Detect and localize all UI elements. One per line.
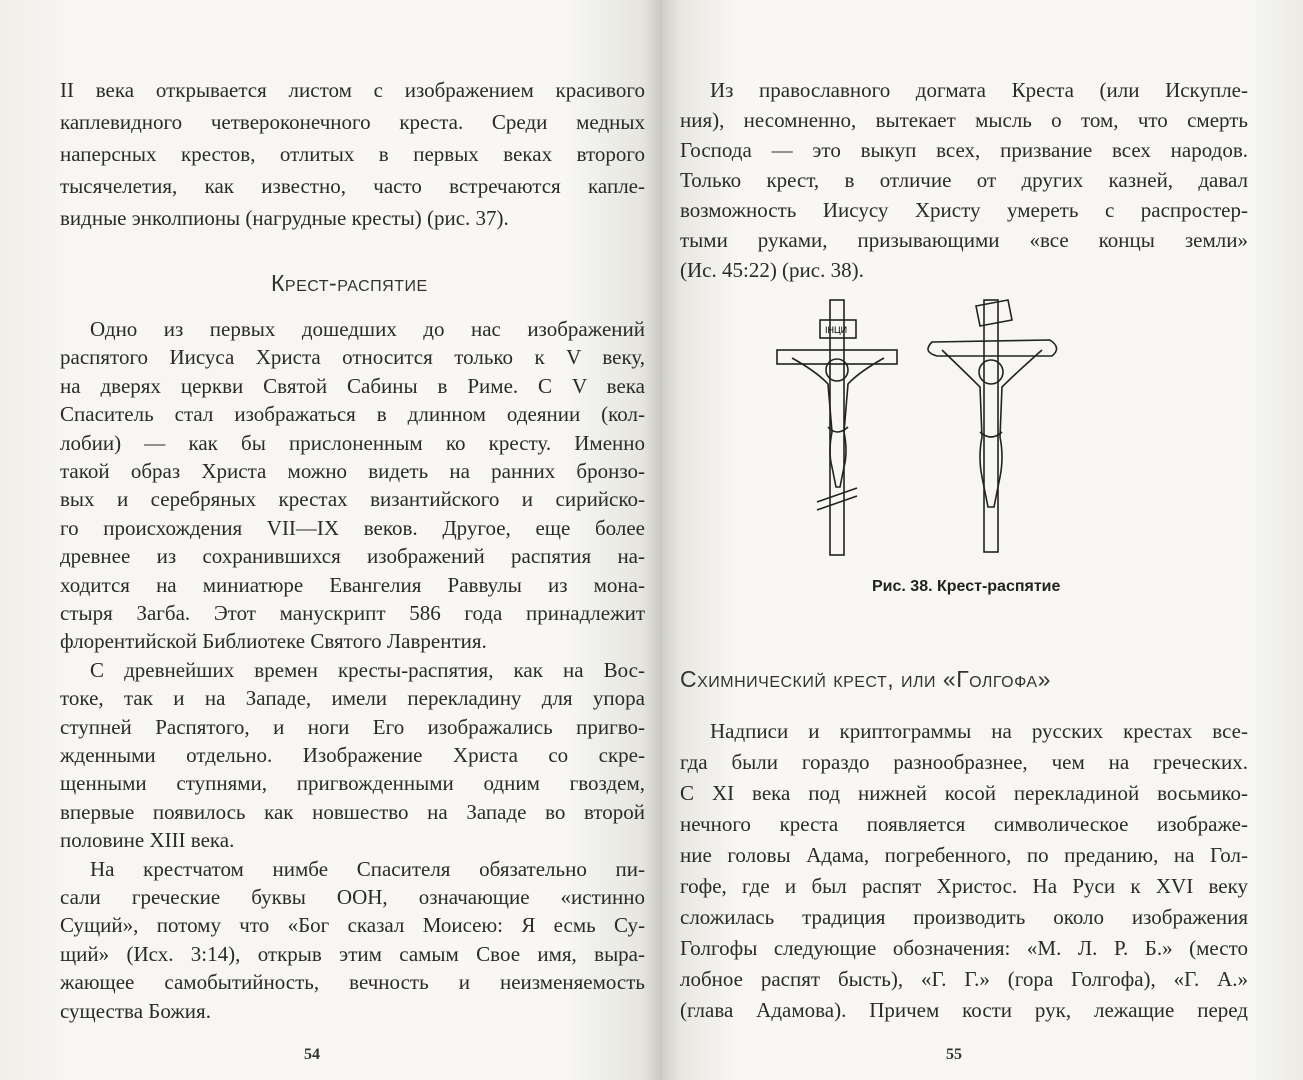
text-line: древнее из сохранившихся изображений распятия на- xyxy=(60,544,645,568)
text-line: Сущий», потому что «Бог сказал Моисею: Я есмь Су- xyxy=(60,913,645,937)
text-line: щенными ступнями, пригвожденными одним гвоздем, xyxy=(60,771,645,795)
section-heading: Схимнический крест, или «Голгофа» xyxy=(680,666,1051,692)
text-line: Из православного догмата Креста (или Искупле- xyxy=(710,78,1248,102)
text-line: Голгофы следующие обозначения: «М. Л. Р. Б.» (место xyxy=(680,936,1248,960)
text-line: на дверях церкви Святой Сабины в Риме. С V века xyxy=(60,374,645,398)
text-line: такой образ Христа можно видеть на ранних бронзо- xyxy=(60,459,645,483)
text-line: видные энколпионы (нагрудные кресты) (рис. 37). xyxy=(60,206,509,230)
text-line: лобии) — как бы прислоненным ко кресту. Именно xyxy=(60,431,645,455)
text-line: Спаситель стал изображаться в длинном одеянии (кол- xyxy=(60,402,645,426)
text-line: С древнейших времен кресты-распятия, как на Вос- xyxy=(90,658,645,682)
title-plate-text: IНЦИ xyxy=(825,325,848,335)
page-number: 54 xyxy=(304,1046,320,1063)
crucifix-figure xyxy=(762,292,1062,572)
text-line: наперсных крестов, отлитых в первых веках второго xyxy=(60,142,645,166)
text-line: жденными отдельно. Изображение Христа со скре- xyxy=(60,743,645,767)
text-line: II века открывается листом с изображением красивого xyxy=(60,78,645,102)
text-line: ступней Распятого, и ноги Его изображались пригво- xyxy=(60,715,645,739)
text-line: щий» (Исх. 3:14), открыв этим самым Свое имя, выра- xyxy=(60,942,645,966)
text-line: лобное распят бысть), «Г. Г.» (гора Голгофа), «Г. А.» xyxy=(680,967,1248,991)
text-line: сали греческие буквы ООН, означающие «истинно xyxy=(60,885,645,909)
text-line: Надписи и криптограммы на русских крестах все- xyxy=(710,719,1248,743)
text-line: стыря Загба. Этот манускрипт 586 года принадлежит xyxy=(60,601,645,625)
text-line: распятого Иисуса Христа относится только к V веку, xyxy=(60,345,645,369)
right-page xyxy=(662,0,1303,1080)
page-number: 55 xyxy=(946,1046,962,1063)
text-line: существа Божия. xyxy=(60,999,211,1023)
text-line: ние головы Адама, погребенного, по преданию, на Гол- xyxy=(680,843,1248,867)
text-line: возможность Иисусу Христу умереть с распростер- xyxy=(680,198,1248,222)
text-line: гда были гораздо разнообразнее, чем на греческих. xyxy=(680,750,1248,774)
text-line: Господа — это выкуп всех, призвание всех народов. xyxy=(680,138,1248,162)
text-line: го происхождения VII—IX веков. Другое, еще более xyxy=(60,516,645,540)
text-line: тысячелетия, как известно, часто встречаются капле- xyxy=(60,174,645,198)
text-line: Только крест, в отличие от других казней, давал xyxy=(680,168,1248,192)
text-line: флорентийской Библиотеке Святого Лаврентия. xyxy=(60,629,487,653)
text-line: жающее самобытийность, вечность и неизменяемость xyxy=(60,970,645,994)
text-line: гофе, где и был распят Христос. На Руси к XVI веку xyxy=(680,874,1248,898)
text-line: (Ис. 45:22) (рис. 38). xyxy=(680,258,864,282)
text-line: тыми руками, призывающими «все концы земли» xyxy=(680,228,1248,252)
text-line: вых и серебряных крестах византийского и сирийско- xyxy=(60,487,645,511)
text-line: ния), несомненно, вытекает мысль о том, что смерть xyxy=(680,108,1248,132)
text-line: половине XIII века. xyxy=(60,828,235,852)
text-line: впервые появилось как новшество на Западе во второй xyxy=(60,800,645,824)
figure-caption: Рис. 38. Крест-распятие xyxy=(872,578,1061,595)
text-line: С XI века под нижней косой перекладиной восьмико- xyxy=(680,781,1248,805)
text-line: Одно из первых дошедших до нас изображений xyxy=(90,317,645,341)
text-line: На крестчатом нимбе Спасителя обязательно пи- xyxy=(90,857,645,881)
text-line: нечного креста появляется символическое изображе- xyxy=(680,812,1248,836)
text-line: каплевидного четвероконечного креста. Среди медных xyxy=(60,110,645,134)
section-heading: Крест-распятие xyxy=(271,270,428,296)
text-line: (глава Адамова). Причем кости рук, лежащие перед xyxy=(680,998,1248,1022)
text-line: токе, так и на Западе, имели перекладину для упора xyxy=(60,686,645,710)
text-line: ходится на миниатюре Евангелия Раввулы из мона- xyxy=(60,573,645,597)
text-line: сложилась традиция производить около изображения xyxy=(680,905,1248,929)
